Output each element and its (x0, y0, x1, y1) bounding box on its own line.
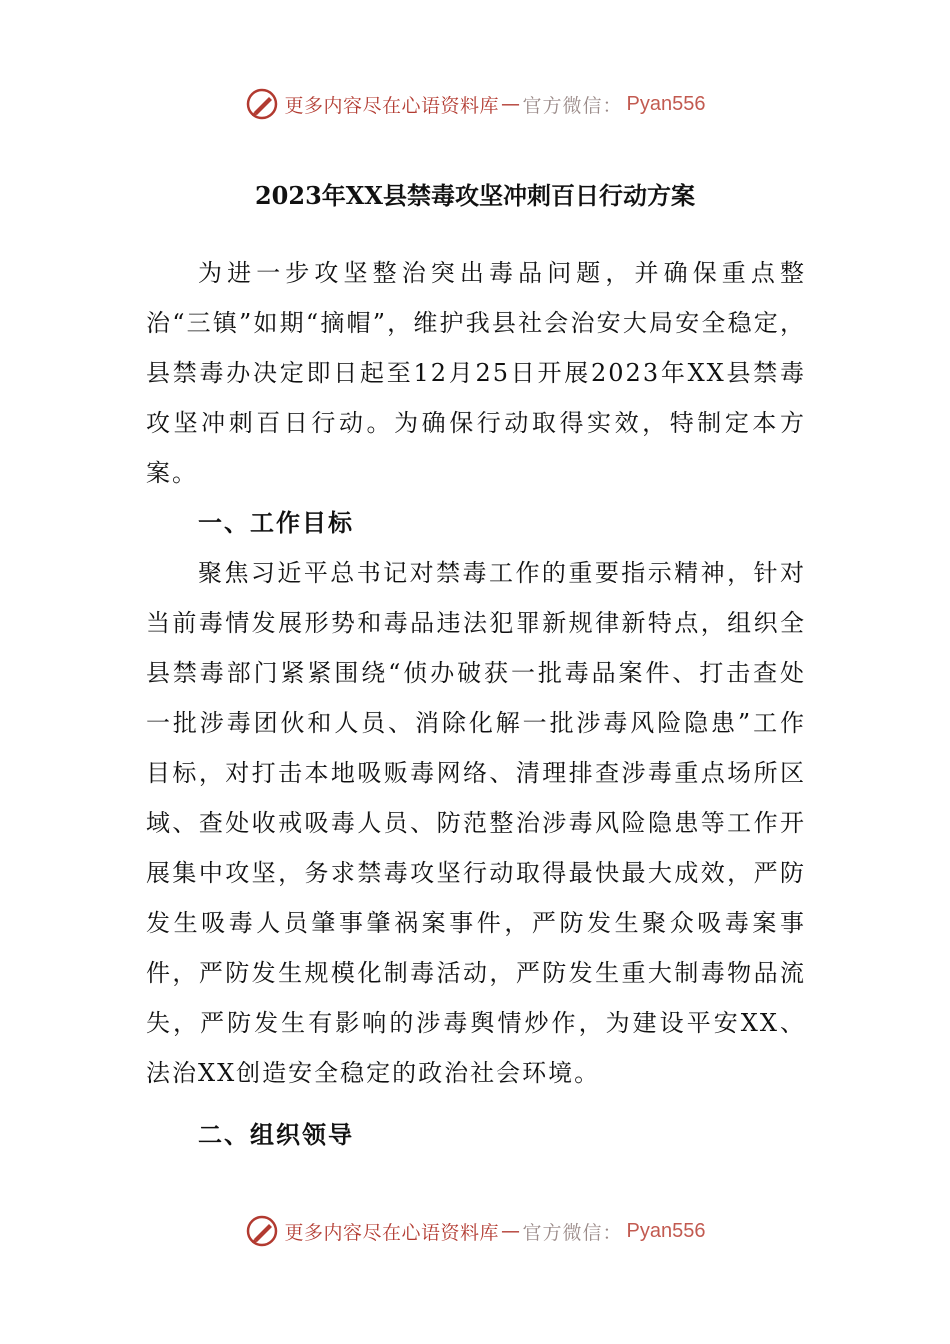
watermark-dash: — (501, 1220, 521, 1242)
watermark-wechat-id: Pyan556 (626, 1219, 706, 1242)
header-watermark (0, 84, 950, 124)
document-body (146, 248, 806, 1160)
watermark-dash: — (501, 93, 521, 115)
pen-logo-icon (245, 87, 279, 121)
document-title: 2023年XX县禁毒攻坚冲刺百日行动方案 (254, 181, 696, 210)
goals-paragraph: 聚焦习近平总书记对禁毒工作的重要指示精神，针对当前毒情发展形势和毒品违法犯罪新规律新特点，组织全县禁毒部门紧紧围绕“侦办破获一批毒品案件、打击查处一批涉毒团伙和人员、消除化解一批涉毒风险隐患”工作目标，对打击本地吸贩毒网络、清理排查涉毒重点场所区域、查处收戒吸毒人员、防范整治涉毒风险隐患等工作开展集中攻坚，务求禁毒攻坚行动取得最快最大成效，严防发生吸毒人员肇事肇祸案事件，严防发生聚众吸毒案事件，严防发生规模化制毒活动，严防发生重大制毒物品流失，严防发生有影响的涉毒舆情炒作，为建设平安XX、法治XX创造安全稳定的政治社会环境。 (146, 559, 806, 1087)
pen-logo-icon (245, 1214, 279, 1248)
section-heading-goals: 一、工作目标 (198, 509, 354, 537)
section-heading-leadership: 二、组织领导 (198, 1121, 354, 1149)
watermark-wechat-label: 官方微信： (522, 1221, 623, 1244)
watermark-text: 更多内容尽在心语资料库 (284, 1221, 500, 1244)
watermark-wechat-label: 官方微信： (522, 94, 623, 117)
watermark-wechat-id: Pyan556 (626, 92, 706, 115)
footer-watermark (0, 1211, 950, 1251)
intro-paragraph: 为进一步攻坚整治突出毒品问题，并确保重点整治“三镇”如期“摘帽”，维护我县社会治安大局安全稳定，县禁毒办决定即日起至12月25日开展2023年XX县禁毒攻坚冲刺百日行动。为确保行动取得实效，特制定本方案。 (146, 259, 806, 487)
watermark-text: 更多内容尽在心语资料库 (284, 94, 500, 117)
